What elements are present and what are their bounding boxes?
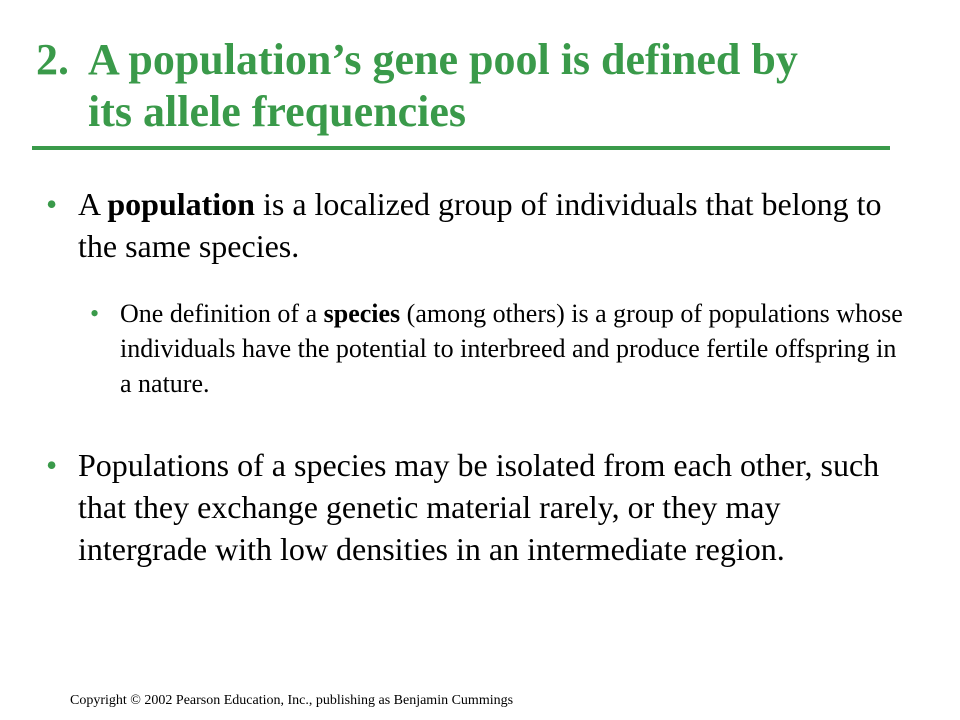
bullet-text-post: (among others) is a group of populations whose individuals have the potential to interbreed and produce fertile offspring in a nature. xyxy=(120,299,903,398)
bullet-population xyxy=(46,183,906,267)
bullet-text-pre: One definition of a xyxy=(120,299,324,328)
title-line-2: its allele frequencies xyxy=(88,87,466,136)
slide-title xyxy=(36,34,936,138)
bullet-dot: • xyxy=(46,447,58,483)
title-divider xyxy=(32,146,890,150)
bullet-dot: • xyxy=(46,186,58,222)
term-population: population xyxy=(107,186,255,222)
sub-bullet-species xyxy=(90,296,910,401)
bullet-text xyxy=(78,183,906,267)
bullet-text: Populations of a species may be isolated from each other, such that they exchange genetic material rarely, or they may intergrade with low densities in an intermediate region. xyxy=(78,447,880,567)
title-line-1 xyxy=(36,34,936,86)
copyright-footer: Copyright © 2002 Pearson Education, Inc., publishing as Benjamin Cummings xyxy=(70,693,514,708)
bullet-dot: • xyxy=(90,299,100,328)
bullet-text xyxy=(120,296,910,401)
title-text-1: A population’s gene pool is defined by xyxy=(88,35,798,84)
bullet-text-post: is a localized group of individuals that belong to the same species. xyxy=(78,186,882,264)
bullet-text-pre: A xyxy=(78,186,108,222)
title-number: 2. xyxy=(36,35,69,84)
term-species: species xyxy=(323,299,401,328)
bullet-isolation xyxy=(46,444,916,570)
